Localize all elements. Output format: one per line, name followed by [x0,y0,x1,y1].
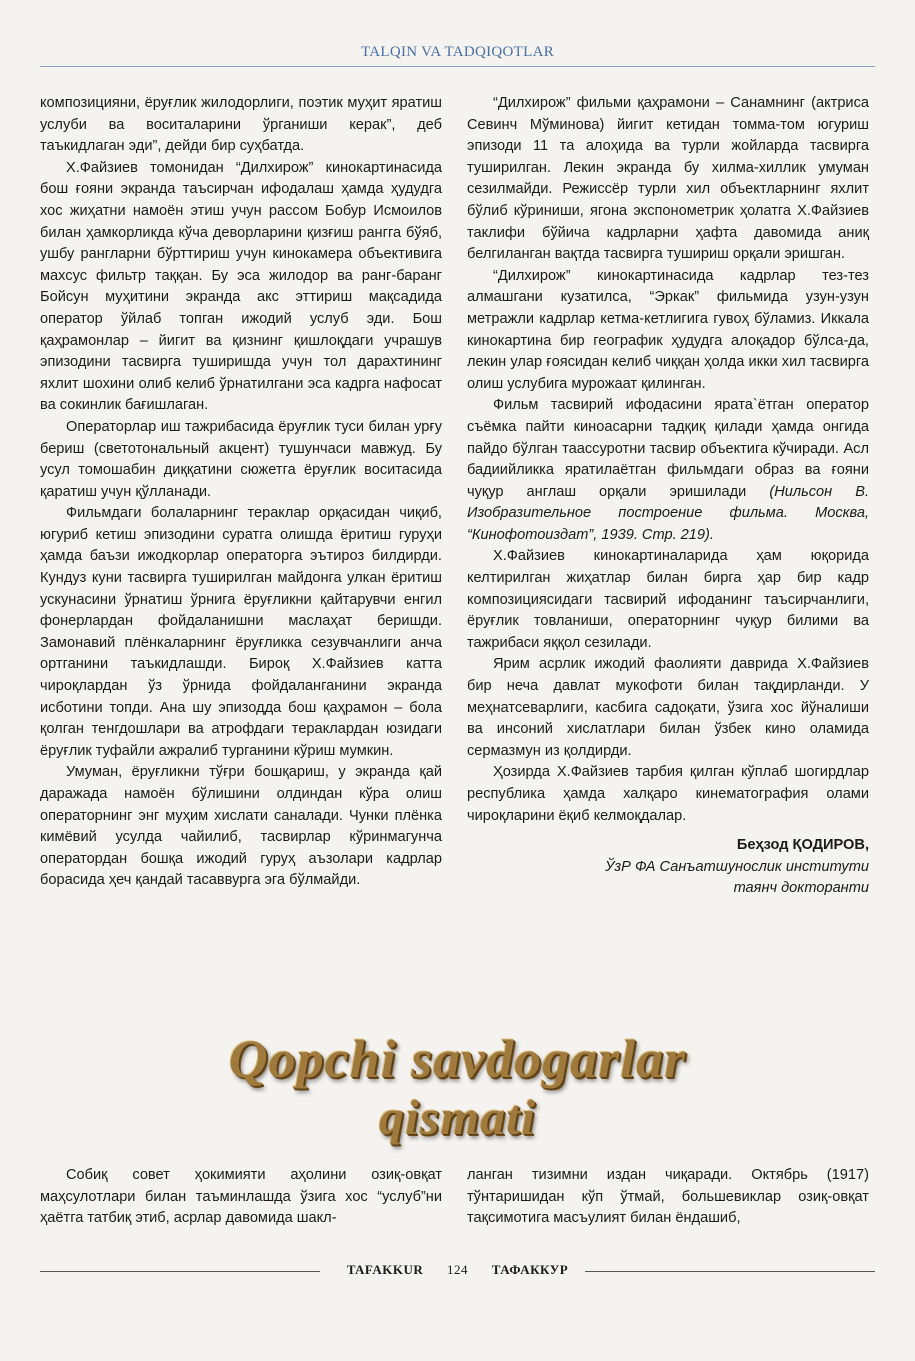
paragraph: Х.Файзиев кинокартиналарида ҳам юқорида келтирилган жиҳатлар билан бирга ҳар бир кадр композициясидаги тасвирий ифоданинг таъсирчанлиги, ёруғлик товланиши, операторнинг чуқур билими ва тажрибаси яққол сезилади. [467,548,869,651]
section-header: TALQIN VA TADQIQOTLAR [360,44,555,60]
article-right-column [467,93,869,900]
page-footer [0,1262,915,1278]
footer-magazine-latin: TAFAKKUR [343,1262,427,1278]
paragraph: ланган тизимни издан чиқаради. Октябрь (1917) тўнтаришидан кўп ўтмай, большевиклар озиқ-овқат тақсимотига масъулият билан ёндашиб, [467,1167,869,1227]
header-divider [40,66,875,67]
paragraph: композицияни, ёруғлик жилодорлиги, поэтик муҳит яратиш услуби ва воситаларини ўрганиши керак”, деб таъкидлаган эди”, дейди бир суҳбатда. [40,95,442,155]
paragraph: Ярим асрлик ижодий фаолияти даврида Х.Файзиев бир неча давлат мукофоти билан тақдирланди. У меҳнатсеварлиги, касбига садоқати, ўзига хос йўналиши ва инсоний хислатлари билан ўзбек кино оламида сермазмун из қолдирди. [467,656,869,759]
paragraph: Операторлар иш тажрибасида ёруғлик туси билан урғу бериш (светотональный акцент) тушунчаси мавжуд. Бу усул томошабин диққатини сюжетга ёруғлик воситасида қаратиш учун қўлланади. [40,418,442,500]
page-number: 124 [443,1262,472,1278]
new-article-right-column [467,1165,869,1230]
author-name: Беҳзод ҚОДИРОВ, [736,837,869,854]
paragraph: Х.Файзиев томонидан “Дилхирож” кинокартинасида бош ғояни экранда таъсирчан ифодалаш ҳамда ҳудудга хос жиҳатни намоён этиш учун рассом Бобур Исмоилов билан ҳамкорликда кўча деворларини қизғиш рангга бўяб, ушбу рангларни бўрттириш учун кинокамера объективига махсус фильтр таққан. Бу эса жилодор ва ранг-баранг Бойсун муҳитини экранда акс эттириш мақсадида оператор ўйлаб топган ижодий услуб эди. Бош қаҳрамонлар – йигит ва қизнинг қишлоқдаги учрашув эпизодини тасвирга туширишда учун тол дарахтининг яхлит шохини олиб келиб ўрнатилгани эса кадрга нафосат ва сокинлик бағишлаган. [40,159,442,414]
author-affiliation: ЎзР ФА Санъатшунослик институти [605,858,869,875]
footer-magazine-cyrillic: ТАФАККУР [488,1262,572,1278]
paragraph-text: Фильм тасвирий ифодасини ярата`ётган оператор съёмка пайти киноасарни тадқиқ қилади ҳамда онгида пайдо бўлган таассуротни тасвир объектига кўчиради. Асл бадиийликка яратилаётган фильмдаги образ ва ғояни чуқур англаш орқали эришилади [467,397,869,500]
paragraph: “Дилхирож” кинокартинасида кадрлар тез-тез алмашгани кузатилса, “Эркак” фильмида узун-узун метражли кадрлар кетма-кетлигига гувоҳ бўламиз. Иккала кинокартина бир географик ҳудудга алоқадор бўлса-да, лекин улар ғоясидан келиб чиққан ҳолда икки хил тасвирга олиш услубига мурожаат қилинган. [467,267,869,392]
paragraph: Собиқ совет ҳокимияти аҳолини озиқ-овқат маҳсулотлари билан таъминлашда ўзига хос “услуб”ни ҳаётга татбиқ этиб, асрлар давомида шакл- [40,1167,442,1227]
citation: (Нильсон В. Изобразительное построение фильма. Москва, “Кинофотоиздат”, 1939. Стр. 219). [467,483,869,543]
article-title-banner: Qopchi savdogarlar [228,1029,687,1089]
paragraph: Ҳозирда Х.Файзиев тарбия қилган кўплаб шогирдлар республика ҳамда халқаро кинематография олами чироқларини ёқиб келмоқдалар. [467,764,869,824]
article-title-banner: qismati [378,1089,537,1145]
article-left-column [40,93,442,892]
paragraph [467,395,869,546]
paragraph: Умуман, ёруғликни тўғри бошқариш, у экранда қай даражада намоён бўлишини олдиндан кўра олиш операторнинг энг муҳим хислати саналади. Чунки плёнка кимёвий усулда чайилиб, тасвирлар кўринмагунча оператордан бошқа ижодий гуруҳ аъзолари кадрлар борасида ҳеч қандай тасаввурга эга бўлмайди. [40,764,442,889]
author-affiliation: таянч докторанти [733,880,869,897]
paragraph: “Дилхирож” фильми қаҳрамони – Санамнинг (актриса Севинч Мўминова) йигит кетидан томма-том югуриш эпизоди 11 та алоҳида ва турли жойларда тасвирга туширилган. Лекин экранда бу хилма-хиллик умуман сезилмайди. Режиссёр турли хил объектларнинг яхлит бўлиб кўриниши, ягона экспонометрик ҳолатга Х.Файзиев таклифи бўйича кадрларни ҳафта давомида аниқ белгиланган вақтда тасвирга тушириш орқали эришган. [467,95,869,263]
new-article-left-column [40,1165,442,1230]
paragraph: Фильмдаги болаларнинг тераклар орқасидан чиқиб, югуриб кетиш эпизодини суратга олишда ёритиш гуруҳи ҳамда баъзи ижодкорлар операторга эътироз билдирди. Кундуз куни тасвирга туширилган майдонга улкан ёритиш ускунасини ўрнатиш ўрнига ёруғликни қайтарувчи енгил фонерлардан фойдаланишни маслаҳат беришди. Замонавий плёнкаларнинг ёруғликка сезувчанлиги анча ортганини таъкидлашди. Бироқ Х.Файзиев катта чироқлардан ўз ўрнида фойдаланганини экранда исботини топди. Ана шу эпизодда бош қаҳрамон – бола қолган тенгдошлари ва атрофдаги тераклардан юзидаги ёруғлик туфайли ажралиб турганини кўриш мумкин. [40,505,442,759]
